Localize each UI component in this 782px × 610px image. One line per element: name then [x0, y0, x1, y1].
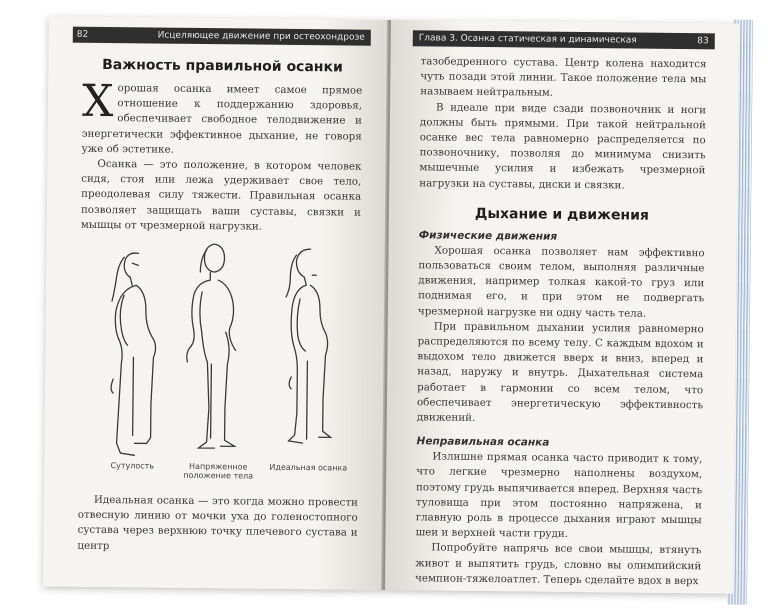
section-title-posture: Важность правильной осанки: [102, 56, 343, 76]
paragraph: При правильном дыхании усилия равномерно распределяются по всему телу. С каждым вдохом и выдохом тело движется вверх и вниз, вперед и назад, наружу и внутрь. Дыхательная система работает в гармонии со всем телом, что обеспечивает энергетическую эффективность движений.: [416, 320, 704, 424]
left-header-text: Исцеляющее движение при остеохондрозе: [157, 30, 365, 43]
open-book: [43, 16, 739, 593]
paragraph: Излишне прямая осанка часто приводит к тому, что легкие чрезмерно наполнены воздухом, поэтому грудь выпячивается вперед. Верхняя часть туловища при этом постоянно напряжена, и главную роль в процессе дыхания играют мышцы шеи и верхней части груди.: [415, 450, 703, 541]
ideal-figure-drawing: [264, 241, 354, 462]
paragraph: [81, 75, 363, 160]
figure-tense: [174, 240, 265, 489]
paragraph: Идеальная осанка — это когда можно провести отвесную линию от мочки уха до голеностопного сустава через верхнюю точку плечевого сустава и центр: [77, 493, 358, 552]
tense-figure-drawing: [174, 240, 264, 461]
paragraph-text: орошая осанка имеет самое прямое отношение к поддержанию здоровья, обеспечивает свободное телодвижение и энергетически эффективное дыхание, не говоря уже об эстетике.: [81, 82, 363, 156]
drop-cap: Х: [81, 75, 114, 128]
paragraph: Попробуйте напрячь все свои мышцы, втянуть живот и выпятить грудь, словно вы олимпийский чемпион-тяжелоатлет. Теперь сделайте вдох в верх: [415, 541, 702, 588]
left-running-header: [73, 27, 371, 46]
right-header-text: Глава 3. Осанка статическая и динамическая: [418, 33, 637, 46]
section-title-breathing: Дыхание и движения: [474, 205, 650, 224]
caption-slouch: Сутулость: [110, 461, 155, 471]
subhead-physical-movements: Физические движения: [418, 229, 558, 243]
caption-ideal: Идеальная осанка: [269, 462, 348, 473]
figure-ideal: [264, 241, 355, 490]
right-page-number: 83: [697, 36, 709, 47]
subhead-incorrect-posture: Неправильная осанка: [416, 435, 550, 449]
left-page-number: 82: [76, 29, 89, 40]
right-running-header: [413, 30, 715, 49]
left-page-content: [77, 51, 362, 557]
right-page-content: [415, 54, 707, 589]
figure-slouch: [88, 239, 179, 488]
paragraph: В идеале при виде сзади позвоночник и ноги должны быть прямыми. При такой нейтральной осанке вес тела равномерно распределяется по позвоночнику, позволяя до минимума снизить мышечные усилия и избежать чрезмерной нагрузки на суставы, диски и связки.: [419, 101, 707, 192]
paragraph: Осанка — это положение, в котором человек сидя, стоя или лежа удерживает свое тело, преодолевая силу тяжести. Правильная осанка позволяет защищать ваши суставы, связки и мышцы от чрезмерной нагрузки.: [80, 157, 362, 233]
left-page: [43, 16, 389, 590]
paragraph: Хорошая осанка позволяет нам эффективно пользоваться своим телом, выполняя различные движения, например толкая какой-то груз или поднимая его, и при этом не подвергать чрезмерной нагрузке ни одну часть тела.: [417, 244, 705, 320]
paragraph: тазобедренного сустава. Центр колена находится чуть позади этой линии. Такое положение тела мы называем нейтральным.: [420, 55, 707, 100]
right-page: [385, 20, 739, 594]
caption-tense: Напряженное положение тела: [183, 461, 254, 481]
slouch-figure-drawing: [88, 239, 178, 460]
posture-figures: [78, 239, 361, 490]
